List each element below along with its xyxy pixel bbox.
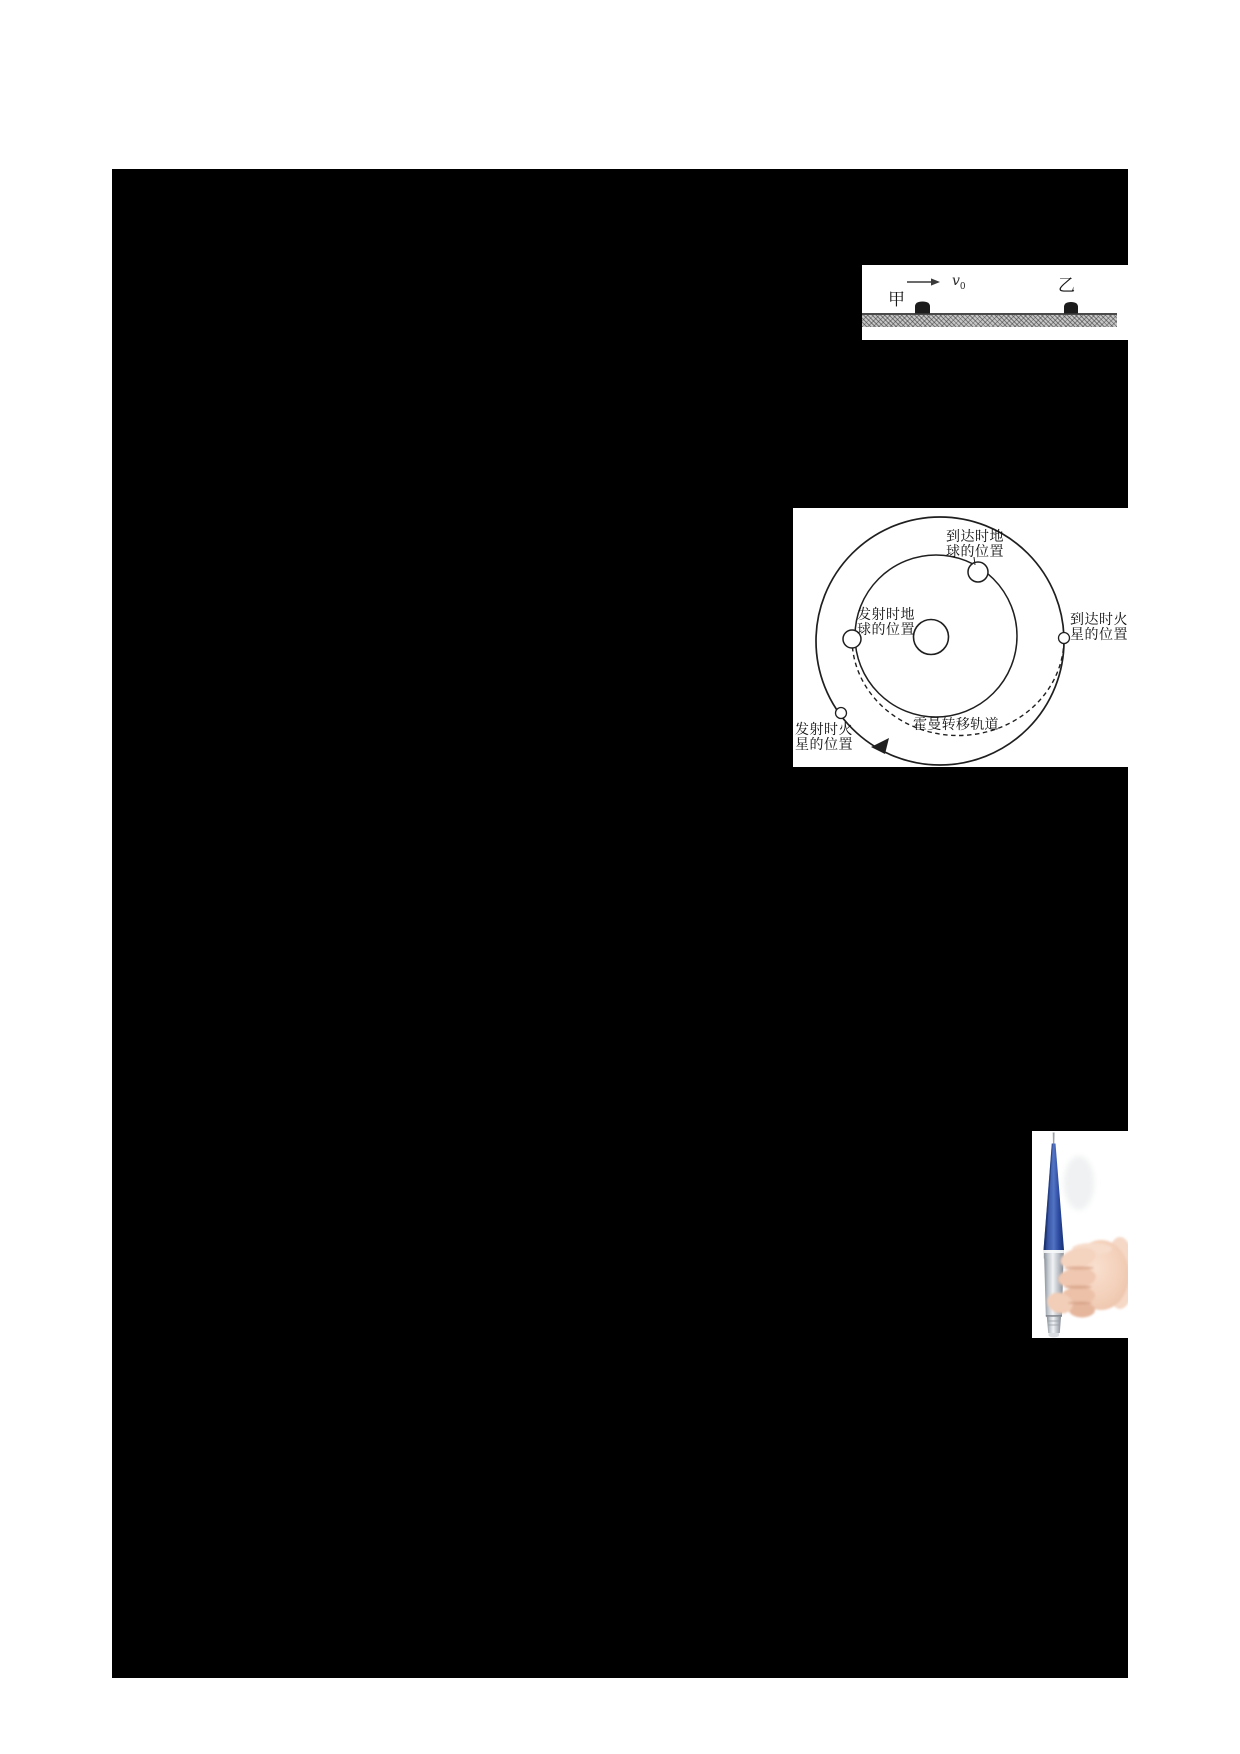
velocity-arrow-head-icon [931,278,940,285]
earth-launch-label: 发射时地 球的位置 [857,606,915,637]
finger-crease [1068,1302,1092,1305]
block-yi-label: 乙 [1058,276,1075,295]
content-canvas [112,169,1128,1678]
pinky-finger [1069,1303,1095,1318]
figure-mechanics [862,265,1128,340]
sun-circle [914,620,949,655]
mars-arrival-dot [1059,633,1070,644]
mars-launch-dot [836,708,847,719]
finger-crease [1064,1285,1092,1288]
pen-photo-drawing [1032,1131,1128,1338]
block-jia [915,302,930,314]
earth-arrival-label: 到达时地 球的位置 [946,528,1004,559]
velocity-symbol: v [952,273,960,289]
velocity-subscript: 0 [959,281,966,292]
finger-crease [1064,1266,1094,1270]
pen-ferrule-rib [1047,1321,1060,1322]
velocity-label [952,273,966,292]
mars-launch-label: 发射时火 星的位置 [795,721,853,752]
direction-arrow-icon [871,738,889,754]
transfer-orbit-label: 霍曼转移轨道 [913,716,999,732]
figure-orbit [793,508,1128,767]
figure-pen-photo [1032,1131,1128,1338]
block-jia-label: 甲 [888,290,905,309]
pen-seam [1046,1315,1062,1316]
earth-arrival-dot [968,562,988,582]
photo-soft-shadow [1064,1156,1094,1210]
pen-ferrule-cap [1049,1333,1060,1337]
pen-clip-highlight [1044,1250,1064,1253]
mars-arrival-label: 到达时火 星的位置 [1070,611,1128,642]
block-yi [1064,302,1078,314]
pen-ferrule-rib [1048,1325,1061,1326]
pen-tip [1053,1133,1055,1145]
